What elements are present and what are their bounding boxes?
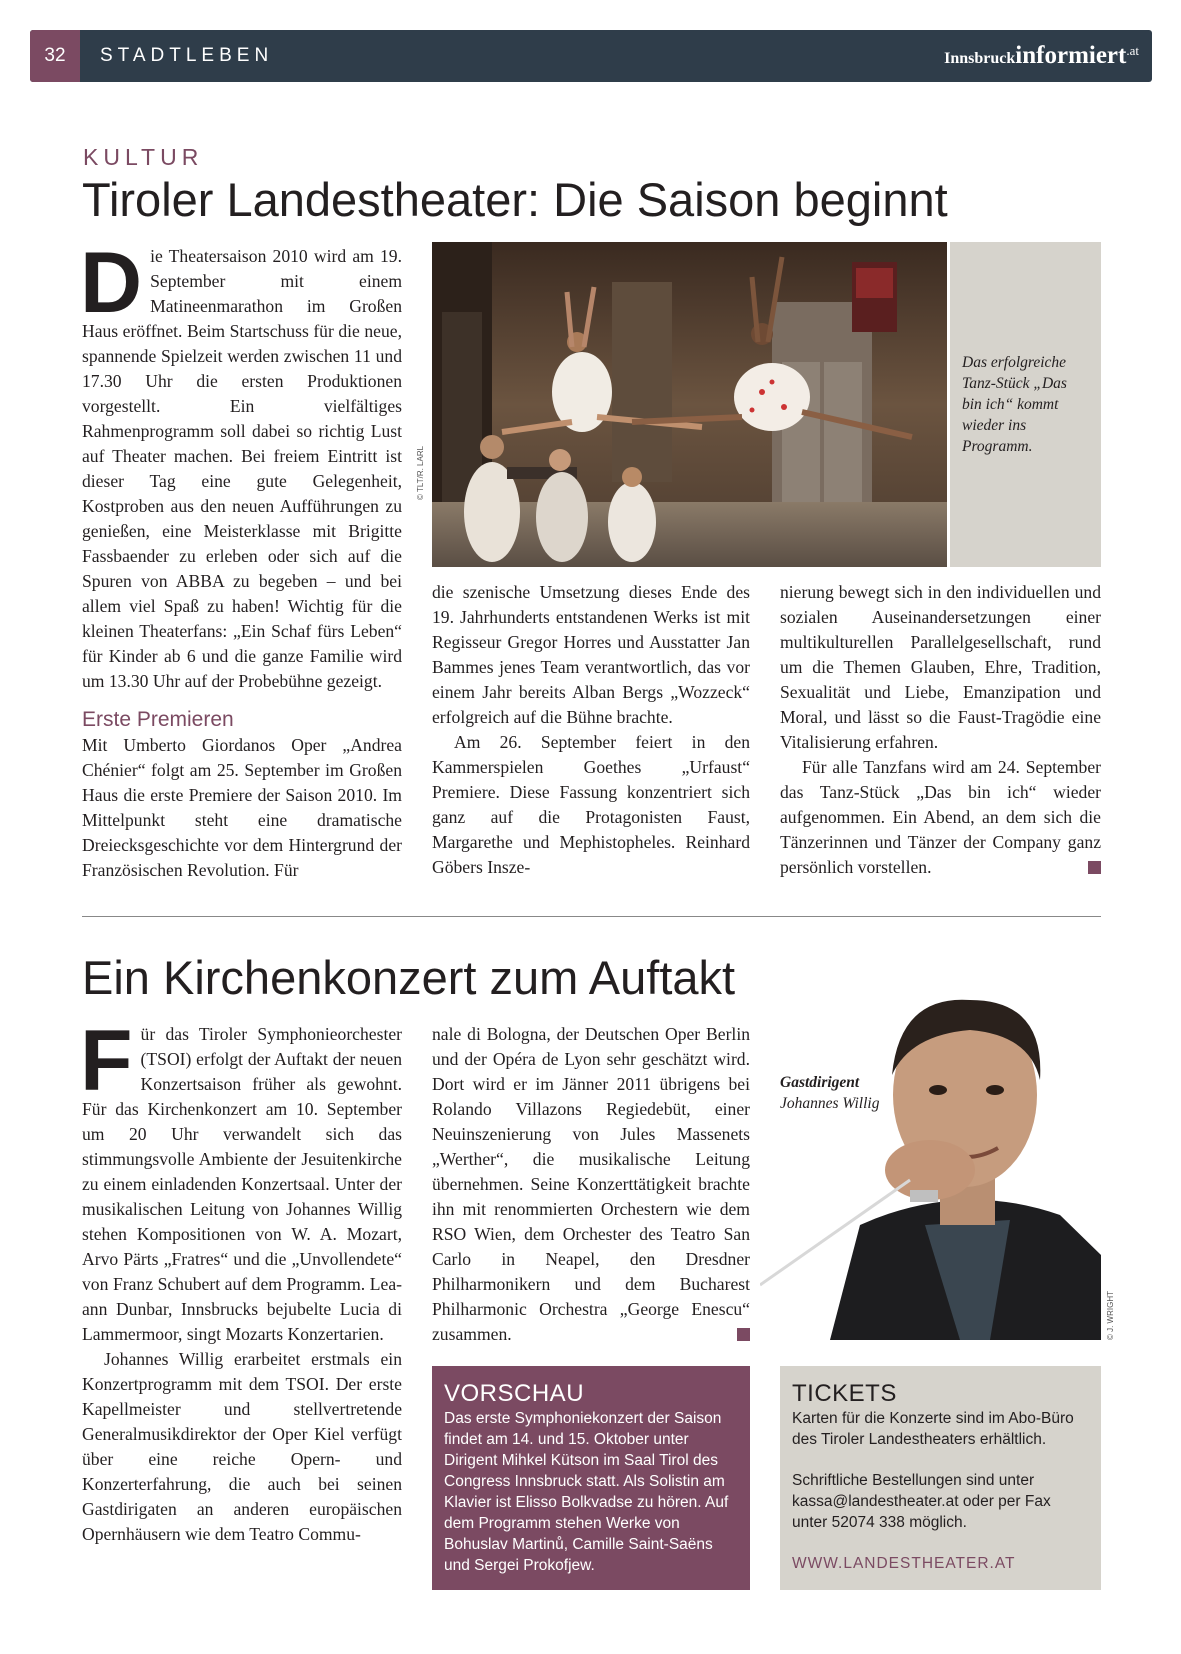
article1-text: ie Theatersaison 2010 wird am 19. September mit einem Matineenmarathon im Großen Haus eröffnet. Beim Startschuss für die neue, spannende Spielzeit werden zwischen 11 und 17.30 Uhr die ersten Produktionen vorgestellt. Ein vielfältiges Rahmenprogramm soll dabei so richtig Lust auf Theater machen. Bei freiem Eintritt ist dieser Tag eine gute Gelegenheit, Kostproben aus den neuen Aufführungen zu genießen, eine Meisterklasse mit Brigitte Fassbaender zu erleben oder sich auf die Spuren von ABBA zu begeben – und bei allem viel Spaß zu haben! Wichtig für die kleinen Theaterfans: „Ein Schaf fürs Leben“ für Kinder ab 6 und die ganze Familie wird um 13.30 Uhr auf der Probebühne gezeigt. [82,246,402,691]
section-title: STADTLEBEN [100,45,274,66]
tickets-text: Schriftliche Bestellungen sind unter kassa@landestheater.at oder per Fax unter 52074 338 möglich. [792,1472,1051,1531]
article2-text: ür das Tiroler Symphonieorchester (TSOI) erfolgt der Auftakt der neuen Konzertsaison früher als gewohnt. Für das Kirchenkonzert am 10. September um 20 Uhr verwandelt sich das stimmungsvolle Ambiente der Jesuitenkirche zu einem einladenden Konzertsaal. Unter der musikalischen Leitung von Johannes Willig stehen Kompositionen von W. A. Mozart, Arvo Pärts „Fratres“ und die „Unvollendete“ von Franz Schubert auf dem Programm. Lea-ann Dunbar, Innsbrucks bejubelte Lucia di Lammermoor, singt Mozarts Konzertarien. [82,1024,402,1344]
vorschau-box [432,1366,750,1590]
tickets-box [780,1366,1101,1590]
tickets-title: TICKETS [792,1380,897,1407]
logo-innsbruck: Innsbruck [944,50,1016,67]
section-divider [82,916,1101,917]
caption-name: Johannes Willig [780,1095,880,1112]
article2-paragraph [80,1013,402,1347]
photo-caption: Das erfolgreiche Tanz-Stück „Das bin ich“ kommt wieder ins Programm. [950,242,1101,567]
article2-title: Ein Kirchenkonzert zum Auftakt [82,951,736,1004]
article2-column-2 [432,1022,750,1347]
logo-tld: .at [1126,43,1139,58]
logo-informiert: informiert [1015,42,1127,69]
photo-credit: © J. WRIGHT [1106,1291,1115,1340]
article2-paragraph: Johannes Willig erarbeitet erstmals ein Konzertprogramm mit dem TSOI. Der erste Kapellmeister und stellvertretende Generalmusikdirektor der Oper Kiel verfügt über eine reiche Opern- und Konzerterfahrung, die auch bei seinen Gastdirigaten an anderen europäischen Opernhäusern wie dem Teatro Commu- [82,1349,402,1544]
article2-text: nale di Bologna, der Deutschen Oper Berlin und der Opéra de Lyon sehr geschätzt wird. Dort wird er im Jänner 2011 übrigens bei Rolando Villazons Regiedebüt, einer Neuinszenierung von Jules Massenets „Werther“, die musikalische Leitung übernehmen. Seine Konzerttätigkeit brachte ihn mit renommierten Orchestern wie dem RSO Wien, dem Orchester des Teatro San Carlo in Neapel, den Dresdner Philharmonikern und dem Bucharest Philharmonic Orchestra „George Enescu“ zusammen. [432,1024,750,1344]
article2-column-1 [80,1013,402,1547]
article1-column-3 [780,580,1101,880]
photo-credit: © TLT/R. LARL [416,445,425,500]
article1-text: Für alle Tanzfans wird am 24. September das Tanz-Stück „Das bin ich“ wieder aufgenommen. Ein Abend, an dem sich die Tänzerinnen und Tänzer der Company ganz persönlich vorstellen. [780,757,1101,877]
dance-photo-illustration [432,242,947,567]
article-kicker: KULTUR [83,144,204,170]
tickets-url-link[interactable]: WWW.LANDESTHEATER.AT [792,1555,1016,1572]
article1-paragraph [780,755,1101,880]
end-mark [1088,861,1101,874]
end-mark [737,1328,750,1341]
vorschau-title: VORSCHAU [444,1380,585,1407]
article1-paragraph: Am 26. September feiert in den Kammerspielen Goethes „Urfaust“ Premiere. Diese Fassung konzentriert sich ganz auf die Protagonisten Faust, Margarethe und Mephistopheles. Reinhard Göbers Insze- [432,732,750,877]
page-number: 32 [30,30,80,82]
article1-paragraph: die szenische Umsetzung dieses Ende des 19. Jahrhunderts entstandenen Werks ist mit Regisseur Gregor Horres und Ausstatter Jan Bammes jenes Team verantwortlich, das vor einem Jahr bereits Alban Bergs „Wozzeck“ erfolgreich auf die Bühne brachte. [432,582,750,727]
article2-paragraph [432,1022,750,1347]
vorschau-text: Das erste Symphoniekonzert der Saison findet am 14. und 15. Oktober unter Dirigent Mihkel Kütson im Saal Tirol des Congress Innsbruck statt. Als Solistin am Klavier ist Elisso Bolkvadse zu hören. Auf dem Programm stehen Werke von Bohuslav Martinů, Camille Saint-Saëns und Sergei Prokofjew. [444,1410,729,1574]
article-title: Tiroler Landestheater: Die Saison beginnt [82,173,948,226]
tickets-text: Karten für die Konzerte sind im Abo-Büro des Tiroler Landestheaters erhältlich. [792,1410,1074,1448]
dance-photo [432,242,947,567]
magazine-logo [944,30,1139,85]
drop-cap: F [80,1013,133,1109]
subheading: Erste Premieren [82,708,234,731]
drop-cap: D [80,235,143,331]
caption-role: Gastdirigent [780,1074,860,1091]
portrait-caption [780,1072,880,1114]
article1-paragraph: nierung bewegt sich in den individuellen und sozialen Auseinandersetzungen einer multikulturellen Parallelgesellschaft, rund um die Themen Glauben, Ehre, Tradition, Sexualität und Liebe, Emanzipation und Moral, und lässt so die Faust-Tragödie eine Vitalisierung erfahren. [780,582,1101,752]
article1-paragraph [80,235,402,694]
conductor-portrait-illustration [760,955,1101,1340]
article1-paragraph: Mit Umberto Giordanos Oper „Andrea Chénier“ folgt am 25. September im Großen Haus die erste Premiere der Saison 2010. Im Mittelpunkt steht eine dramatische Dreiecksgeschichte vor dem Hintergrund der Französischen Revolution. Für [82,735,402,880]
article1-column-1 [80,235,402,883]
conductor-portrait [760,955,1101,1340]
article1-column-2 [432,580,750,880]
